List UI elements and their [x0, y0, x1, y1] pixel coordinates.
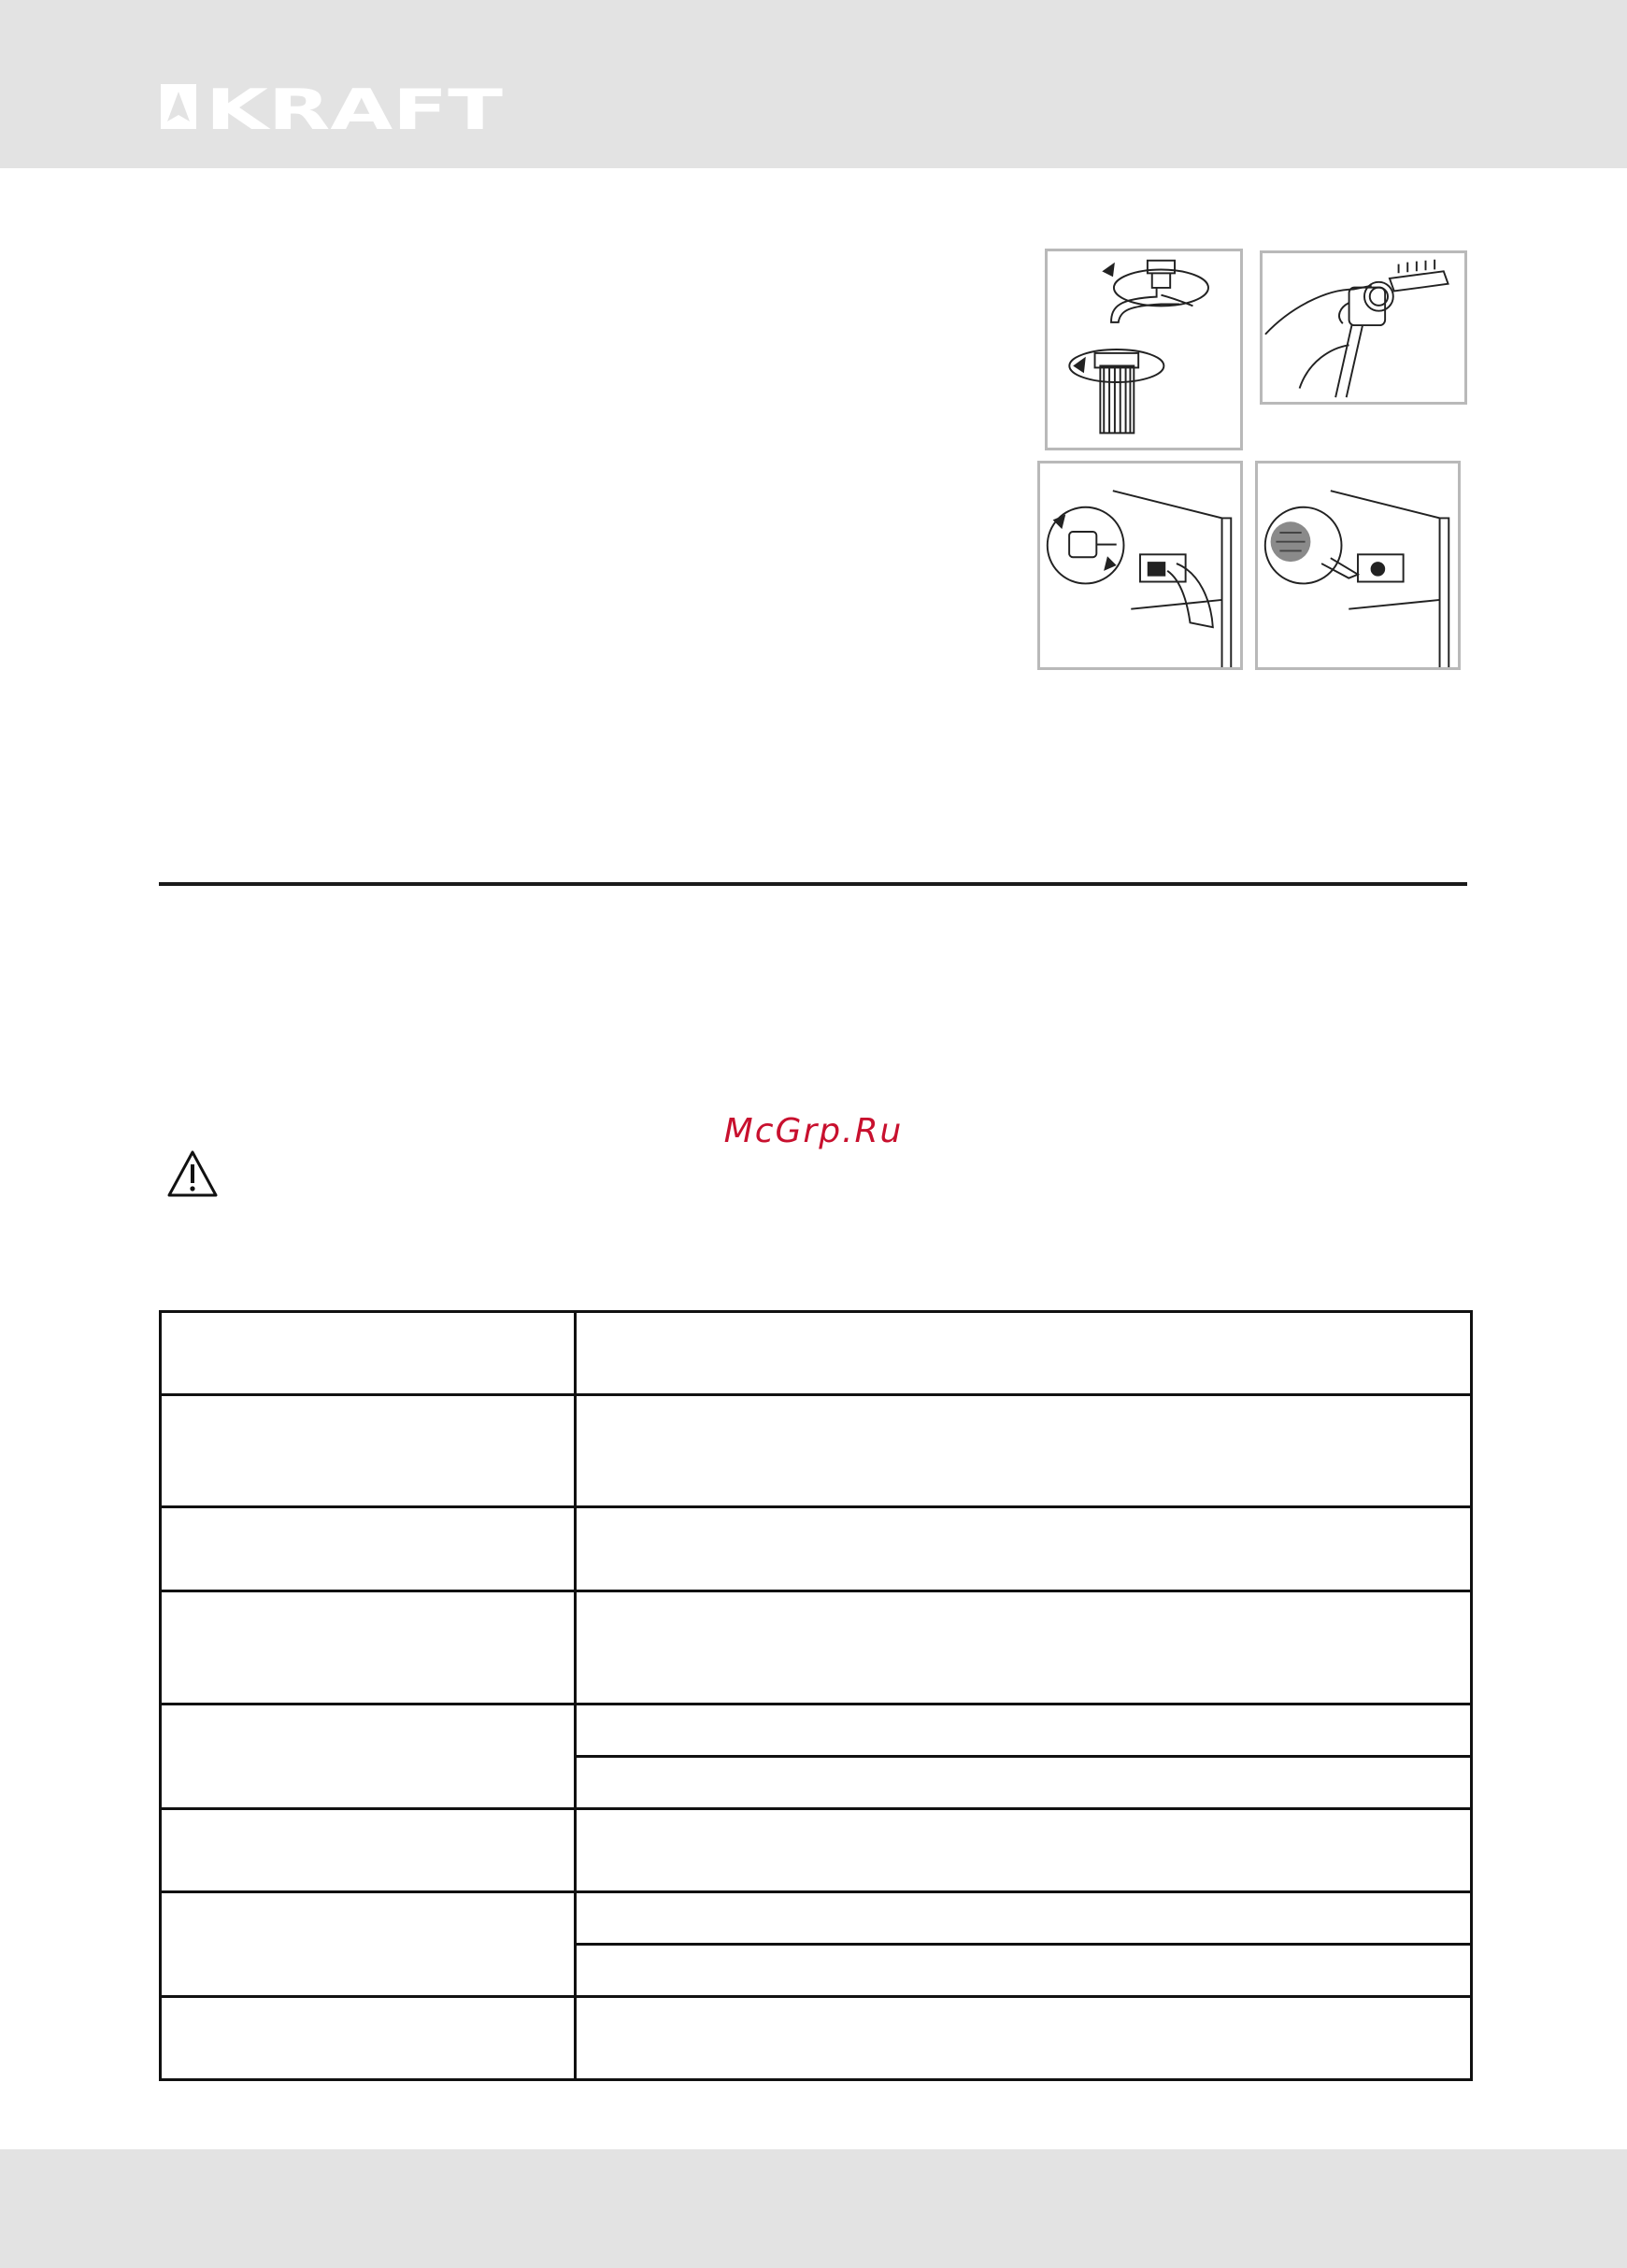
table-row: [161, 1705, 1472, 1757]
table-cell-solution: [576, 1507, 1472, 1591]
table-cell-solution: [576, 1892, 1472, 1945]
illustration-brush-filter: [1260, 250, 1467, 405]
table-cell-solution: [576, 1312, 1472, 1395]
inlet-hose-unscrew-icon: [1040, 464, 1240, 667]
section-divider: [159, 882, 1467, 886]
table-cell-problem: [161, 1591, 576, 1705]
table-cell-solution: [576, 1757, 1472, 1809]
table-cell-solution: [576, 1395, 1472, 1507]
table-cell-problem: [161, 1395, 576, 1507]
footer-band: [0, 2149, 1627, 2268]
brand-text: KRAFT: [206, 82, 504, 131]
illustration-inlet-hose: [1037, 461, 1243, 670]
kraft-logo: [159, 82, 533, 131]
table-row: [161, 1395, 1472, 1507]
table-cell-problem: [161, 1892, 576, 1997]
inlet-filter-brush-icon: [1258, 464, 1458, 667]
table-row: [161, 1591, 1472, 1705]
table-row: [161, 1997, 1472, 2080]
table-cell-solution: [576, 1809, 1472, 1892]
watermark: McGrp.Ru: [723, 1112, 904, 1150]
warning-triangle-icon: [166, 1149, 219, 1198]
table-cell-solution: [576, 1997, 1472, 2080]
table-cell-solution: [576, 1705, 1472, 1757]
faucet-filter-icon: [1048, 251, 1240, 448]
kraft-logo-icon: [159, 82, 533, 131]
table-row: [161, 1312, 1472, 1395]
table-cell-problem: [161, 1507, 576, 1591]
table-cell-problem: [161, 1705, 576, 1809]
table-row: [161, 1507, 1472, 1591]
table-cell-solution: [576, 1591, 1472, 1705]
table-cell-solution: [576, 1945, 1472, 1997]
table-cell-problem: [161, 1809, 576, 1892]
illustration-faucet-filter: [1045, 249, 1243, 450]
brush-cleaning-filter-icon: [1263, 253, 1464, 402]
table-cell-problem: [161, 1312, 576, 1395]
table-cell-problem: [161, 1997, 576, 2080]
header-band: [0, 0, 1627, 168]
troubleshooting-table: [159, 1310, 1473, 2081]
illustration-inlet-filter: [1255, 461, 1461, 670]
table-row: [161, 1892, 1472, 1945]
table-row: [161, 1809, 1472, 1892]
